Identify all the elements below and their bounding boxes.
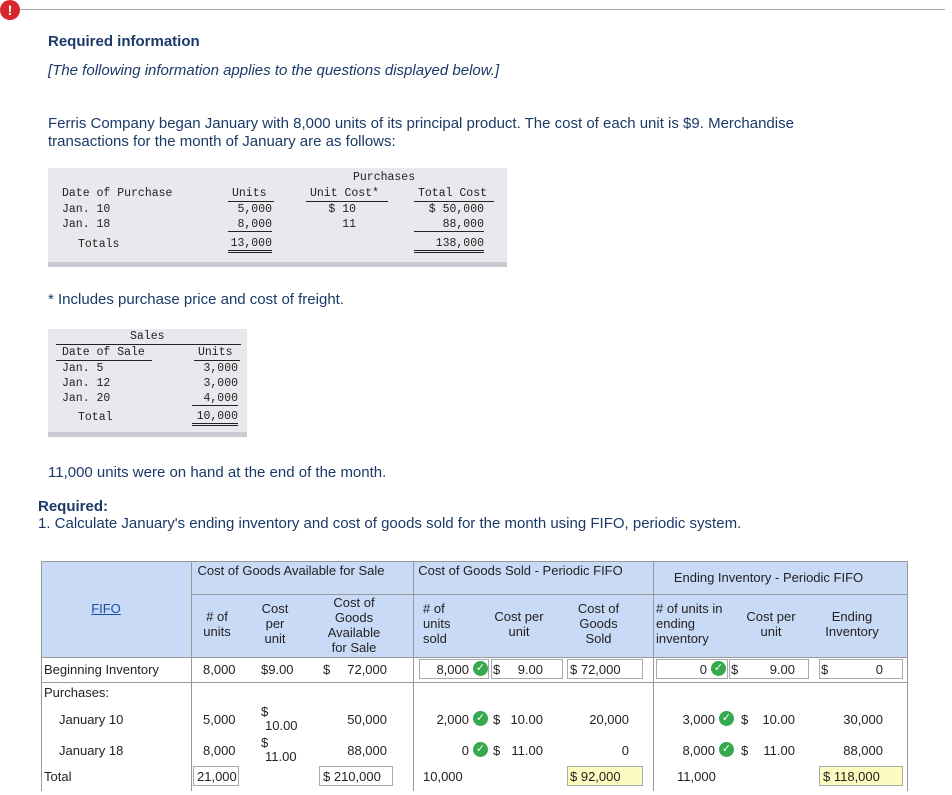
cgas-cell: 72,000 (347, 662, 387, 677)
fifo-label: FIFO (91, 601, 121, 616)
cost-cell: 11.00 (265, 749, 297, 764)
table-cell: $ 50,000 (428, 203, 484, 216)
on-hand-text: 11,000 units were on hand at the end of the month. (48, 464, 387, 481)
group-header: Purchases (353, 171, 416, 184)
fifo-grid (41, 561, 908, 791)
units-sold-value: 8,000 (436, 662, 469, 677)
row-label: Beginning Inventory (44, 662, 159, 677)
dollar-sign: $ (741, 743, 749, 758)
check-icon: ✓ (711, 661, 726, 676)
purchases-label: Purchases: (44, 685, 110, 700)
required-block (38, 498, 741, 532)
dollar-sign: $ (493, 743, 501, 758)
row-label: Total (44, 769, 72, 784)
table-cell: Total (78, 411, 113, 424)
col-header: # of units sold (423, 601, 451, 646)
cost-cell: $9.00 (261, 662, 294, 677)
col-header: Cost per unit (746, 609, 796, 639)
ei-value: 30,000 (843, 712, 883, 727)
cogs-value: 0 (621, 743, 629, 758)
row-label: January 10 (59, 712, 124, 727)
table-cell: 8,000 (228, 218, 272, 232)
ei-cost-value: 11.00 (763, 743, 795, 758)
section-title: Required information (48, 33, 200, 50)
table-cell: Jan. 20 (62, 392, 111, 405)
check-icon: ✓ (473, 661, 488, 676)
table-cell: Jan. 12 (62, 377, 111, 390)
dollar-sign: $ (261, 735, 269, 750)
table-cell: Jan. 10 (62, 203, 111, 216)
table-cell: 88,000 (414, 218, 484, 232)
col-header: Cost per unit (494, 609, 544, 639)
total-ei-units: 11,000 (677, 769, 716, 784)
total-units: 21,000 (197, 769, 237, 784)
table-cell: 11 (342, 218, 356, 231)
col-header: Units (232, 187, 267, 200)
dollar-sign: $ (261, 704, 269, 719)
dollar-sign: $ (493, 662, 501, 677)
group-header-cgas: Cost of Goods Available for Sale (197, 563, 385, 578)
total-cgas: $ 210,000 (323, 769, 381, 784)
group-header: Sales (130, 330, 165, 343)
check-icon: ✓ (473, 711, 488, 726)
ei-units-value: 3,000 (682, 712, 715, 727)
table-cell: $ 10 (328, 203, 356, 216)
cgas-cell: 50,000 (347, 712, 387, 727)
section-subtitle: [The following information applies to the questions displayed below.] (48, 62, 500, 79)
group-header-ei: Ending Inventory - Periodic FIFO (673, 570, 864, 585)
table-cell: 13,000 (228, 237, 272, 253)
units-cell: 8,000 (203, 743, 236, 758)
table-cell: 5,000 (237, 203, 272, 216)
cost-per-unit-value: 11.00 (511, 743, 543, 758)
col-header: Unit Cost* (310, 187, 380, 200)
col-header: Cost of Goods Sold (577, 601, 620, 646)
row-label: January 18 (59, 743, 124, 758)
units-sold-value: 0 (461, 743, 469, 758)
col-header: Date of Purchase (62, 187, 173, 200)
dollar-sign: $ (493, 712, 501, 727)
ei-units-value: 8,000 (682, 743, 715, 758)
col-header: Cost of Goods Available for Sale (327, 595, 381, 655)
cost-per-unit-value: 10.00 (510, 712, 543, 727)
ei-units-value: 0 (699, 662, 707, 677)
total-units-sold: 10,000 (423, 769, 463, 784)
col-header: # of units (203, 609, 231, 639)
dollar-sign: $ (323, 662, 331, 677)
cost-per-unit-value: 9.00 (517, 662, 543, 677)
sales-table (48, 329, 247, 437)
ei-cost-value: 9.00 (769, 662, 795, 677)
total-cogs: $ 92,000 (570, 769, 621, 784)
footnote: * Includes purchase price and cost of freight. (48, 291, 345, 308)
col-header: Total Cost (418, 187, 488, 200)
dollar-sign: $ (821, 662, 829, 677)
question-text: 1. Calculate January's ending inventory and cost of goods sold for the month using FIFO, periodic system. (38, 515, 742, 532)
col-header: Units (198, 346, 233, 359)
required-label: Required: (38, 498, 109, 515)
cogs-value: 20,000 (589, 712, 629, 727)
cost-cell: 10.00 (265, 718, 298, 733)
divider (20, 9, 945, 10)
table-cell: Jan. 5 (62, 362, 104, 375)
group-header-cogs: Cost of Goods Sold - Periodic FIFO (418, 563, 623, 578)
purchases-table (48, 168, 507, 267)
check-icon: ✓ (473, 742, 488, 757)
intro-text: Ferris Company began January with 8,000 units of its principal product. The cost of each unit is $9. Merchandise transactions for the month of January are as follows: (48, 115, 794, 150)
table-cell: 3,000 (203, 362, 238, 375)
col-header: Ending Inventory (825, 609, 879, 639)
table-cell: 138,000 (414, 237, 484, 253)
table-cell: Jan. 18 (62, 218, 111, 231)
cogs-value: $ 72,000 (570, 662, 621, 677)
units-sold-value: 2,000 (436, 712, 469, 727)
ei-value: 88,000 (843, 743, 883, 758)
table-cell: 10,000 (192, 410, 238, 426)
check-icon: ✓ (719, 742, 734, 757)
table-cell: Totals (78, 238, 120, 251)
check-icon: ✓ (719, 711, 734, 726)
total-ei: $ 118,000 (823, 769, 880, 784)
ei-cost-value: 10.00 (762, 712, 795, 727)
table-cell: 3,000 (203, 377, 238, 390)
col-header: Cost per unit (261, 601, 289, 646)
cgas-cell: 88,000 (347, 743, 387, 758)
units-cell: 8,000 (203, 662, 236, 677)
dollar-sign: $ (741, 712, 749, 727)
ei-value: 0 (875, 662, 883, 677)
table-cell: 4,000 (192, 392, 238, 406)
units-cell: 5,000 (203, 712, 236, 727)
alert-icon: ! (0, 0, 20, 20)
dollar-sign: $ (731, 662, 739, 677)
col-header: # of units in ending inventory (656, 601, 723, 646)
col-header: Date of Sale (62, 346, 145, 359)
